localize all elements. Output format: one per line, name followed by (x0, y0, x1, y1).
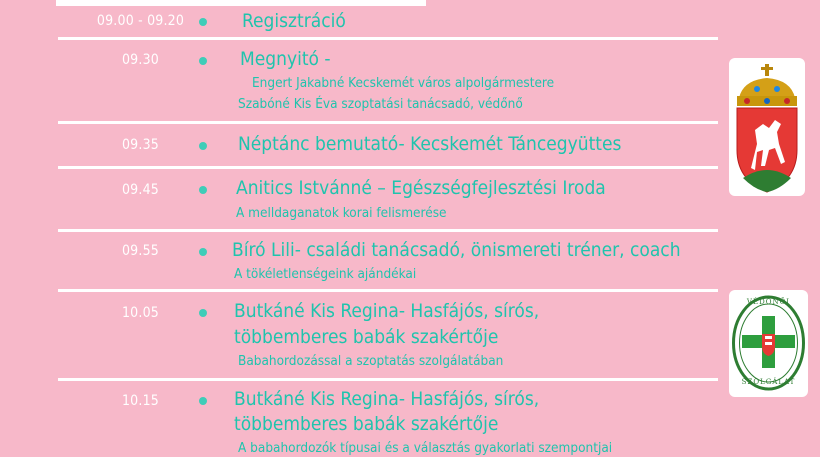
bullet-icon (199, 142, 207, 150)
time-label: 10.15 (121, 393, 160, 409)
bullet-icon (199, 186, 207, 194)
item-detail: A melldaganatok korai felismerése (236, 205, 447, 221)
item-detail: A tökéletlenségeink ajándékai (234, 266, 417, 282)
time-label: 09.35 (121, 137, 160, 153)
bullet-icon (199, 397, 207, 405)
emblem-bottom-text: SZOLGÁLAT (741, 378, 796, 386)
item-title: Néptánc bemutató- Kecskemét Táncegyüttes (238, 133, 622, 155)
item-detail: Babahordozással a szoptatás szolgálatában (238, 353, 504, 369)
item-title: Megnyitó - (240, 48, 331, 70)
item-title: Butkáné Kis Regina- Hasfájós, sírós, (234, 388, 540, 410)
item-title: Butkáné Kis Regina- Hasfájós, sírós, (234, 300, 540, 322)
time-label: 10.05 (121, 305, 160, 321)
time-label: 09.45 (121, 182, 160, 198)
vedonoi-szolgalat-emblem-icon (729, 290, 808, 397)
item-detail: A babahordozók típusai és a választás gyakorlati szempontjai (238, 440, 613, 456)
bullet-icon (199, 57, 207, 65)
row-divider (58, 37, 718, 40)
time-label: 09.00 - 09.20 (96, 13, 185, 29)
item-detail: Engert Jakabné Kecskemét város alpolgármestere (252, 75, 555, 91)
row-divider (58, 166, 718, 169)
item-title: Regisztráció (242, 10, 346, 32)
top-divider (56, 0, 426, 6)
bullet-icon (199, 18, 207, 26)
emblem-top-text: VÉDŐNŐI (746, 298, 791, 306)
item-title-line2: többemberes babák szakértője (234, 326, 499, 348)
row-divider (58, 289, 718, 292)
bullet-icon (199, 248, 207, 256)
time-label: 09.55 (121, 243, 160, 259)
row-divider (58, 378, 718, 381)
item-detail: Szabóné Kis Éva szoptatási tanácsadó, védőnő (238, 96, 523, 112)
row-divider (58, 229, 718, 232)
time-label: 09.30 (121, 52, 160, 68)
item-title: Bíró Lili- családi tanácsadó, önismereti tréner, coach (232, 239, 681, 261)
bullet-icon (199, 309, 207, 317)
row-divider (58, 121, 718, 124)
kecskemet-coat-of-arms-icon (729, 58, 805, 196)
item-title: Anitics Istvánné – Egészségfejlesztési Iroda (236, 177, 606, 199)
item-title-line2: többemberes babák szakértője (234, 413, 499, 435)
